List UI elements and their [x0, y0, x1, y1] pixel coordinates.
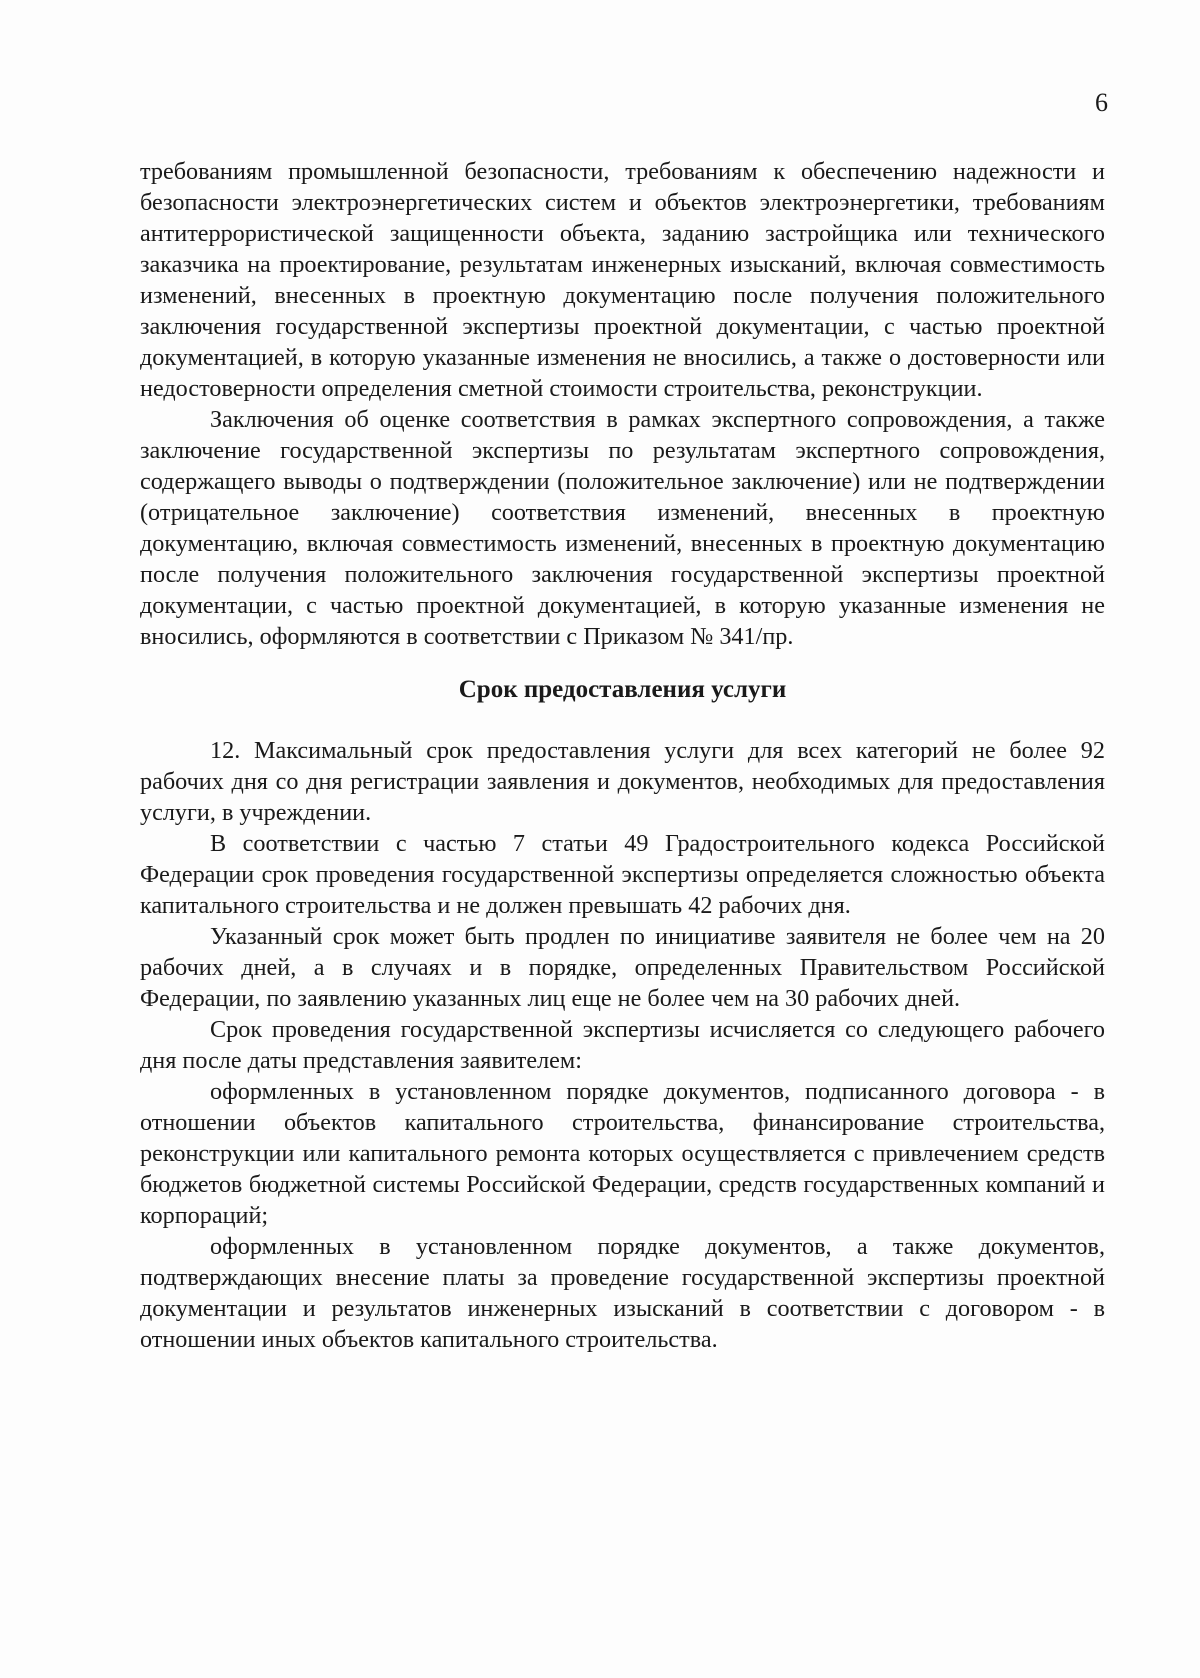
paragraph-budget-objects: оформленных в установленном порядке документов, подписанного договора - в отношении объектов капитального строительства, финансирование строительства, реконструкции или капитального ремонта которых осуществляется с привлечением средств бюджетов бюджетной системы Российской Федерации, средств государственных компаний и корпораций;: [140, 1078, 1105, 1229]
paragraph-conclusions: Заключения об оценке соответствия в рамках экспертного сопровождения, а также заключение государственной экспертизы по результатам экспертного сопровождения, содержащего выводы о подтверждении (положительное заключение) или не подтверждении (отрицательное заключение) соответствия изменений, внесенных в проектную документацию, включая совместимость изменений, внесенных в проектную документацию после получения положительного заключения государственной экспертизы проектной документации, с частью проектной документацией, в которую указанные изменения не вносились, оформляются в соответствии с Приказом № 341/пр.: [140, 406, 1105, 650]
paragraph-term-calculation: Срок проведения государственной экспертизы исчисляется со следующего рабочего дня после даты представления заявителем:: [140, 1016, 1105, 1074]
paragraph-term-extension: Указанный срок может быть продлен по инициативе заявителя не более чем на 20 рабочих дней, а в случаях и в порядке, определенных Правительством Российской Федерации, по заявлению указанных лиц еще не более чем на 30 рабочих дней.: [140, 923, 1105, 1012]
paragraph-expertise-term: В соответствии с частью 7 статьи 49 Градостроительного кодекса Российской Федерации срок проведения государственной экспертизы определяется сложностью объекта капитального строительства и не должен превышать 42 рабочих дня.: [140, 830, 1105, 919]
page-number: 6: [1095, 88, 1108, 117]
paragraph-item-12: 12. Максимальный срок предоставления услуги для всех категорий не более 92 рабочих дня со дня регистрации заявления и документов, необходимых для предоставления услуги, в учреждении.: [140, 737, 1105, 826]
paragraph-other-objects: оформленных в установленном порядке документов, а также документов, подтверждающих внесение платы за проведение государственной экспертизы проектной документации и результатов инженерных изысканий в соответствии с договором - в отношении иных объектов капитального строительства.: [140, 1233, 1105, 1353]
paragraph-continuation: требованиям промышленной безопасности, требованиям к обеспечению надежности и безопасности электроэнергетических систем и объектов электроэнергетики, требованиям антитеррористической защищенности объекта, заданию застройщика или технического заказчика на проектирование, результатам инженерных изысканий, включая совместимость изменений, внесенных в проектную документацию после получения положительного заключения государственной экспертизы проектной документации, с частью проектной документацией, в которую указанные изменения не вносились, а также о достоверности или недостоверности определения сметной стоимости строительства, реконструкции.: [140, 158, 1105, 402]
section-heading: Срок предоставления услуги: [458, 676, 787, 703]
document-body: [140, 156, 1105, 1355]
